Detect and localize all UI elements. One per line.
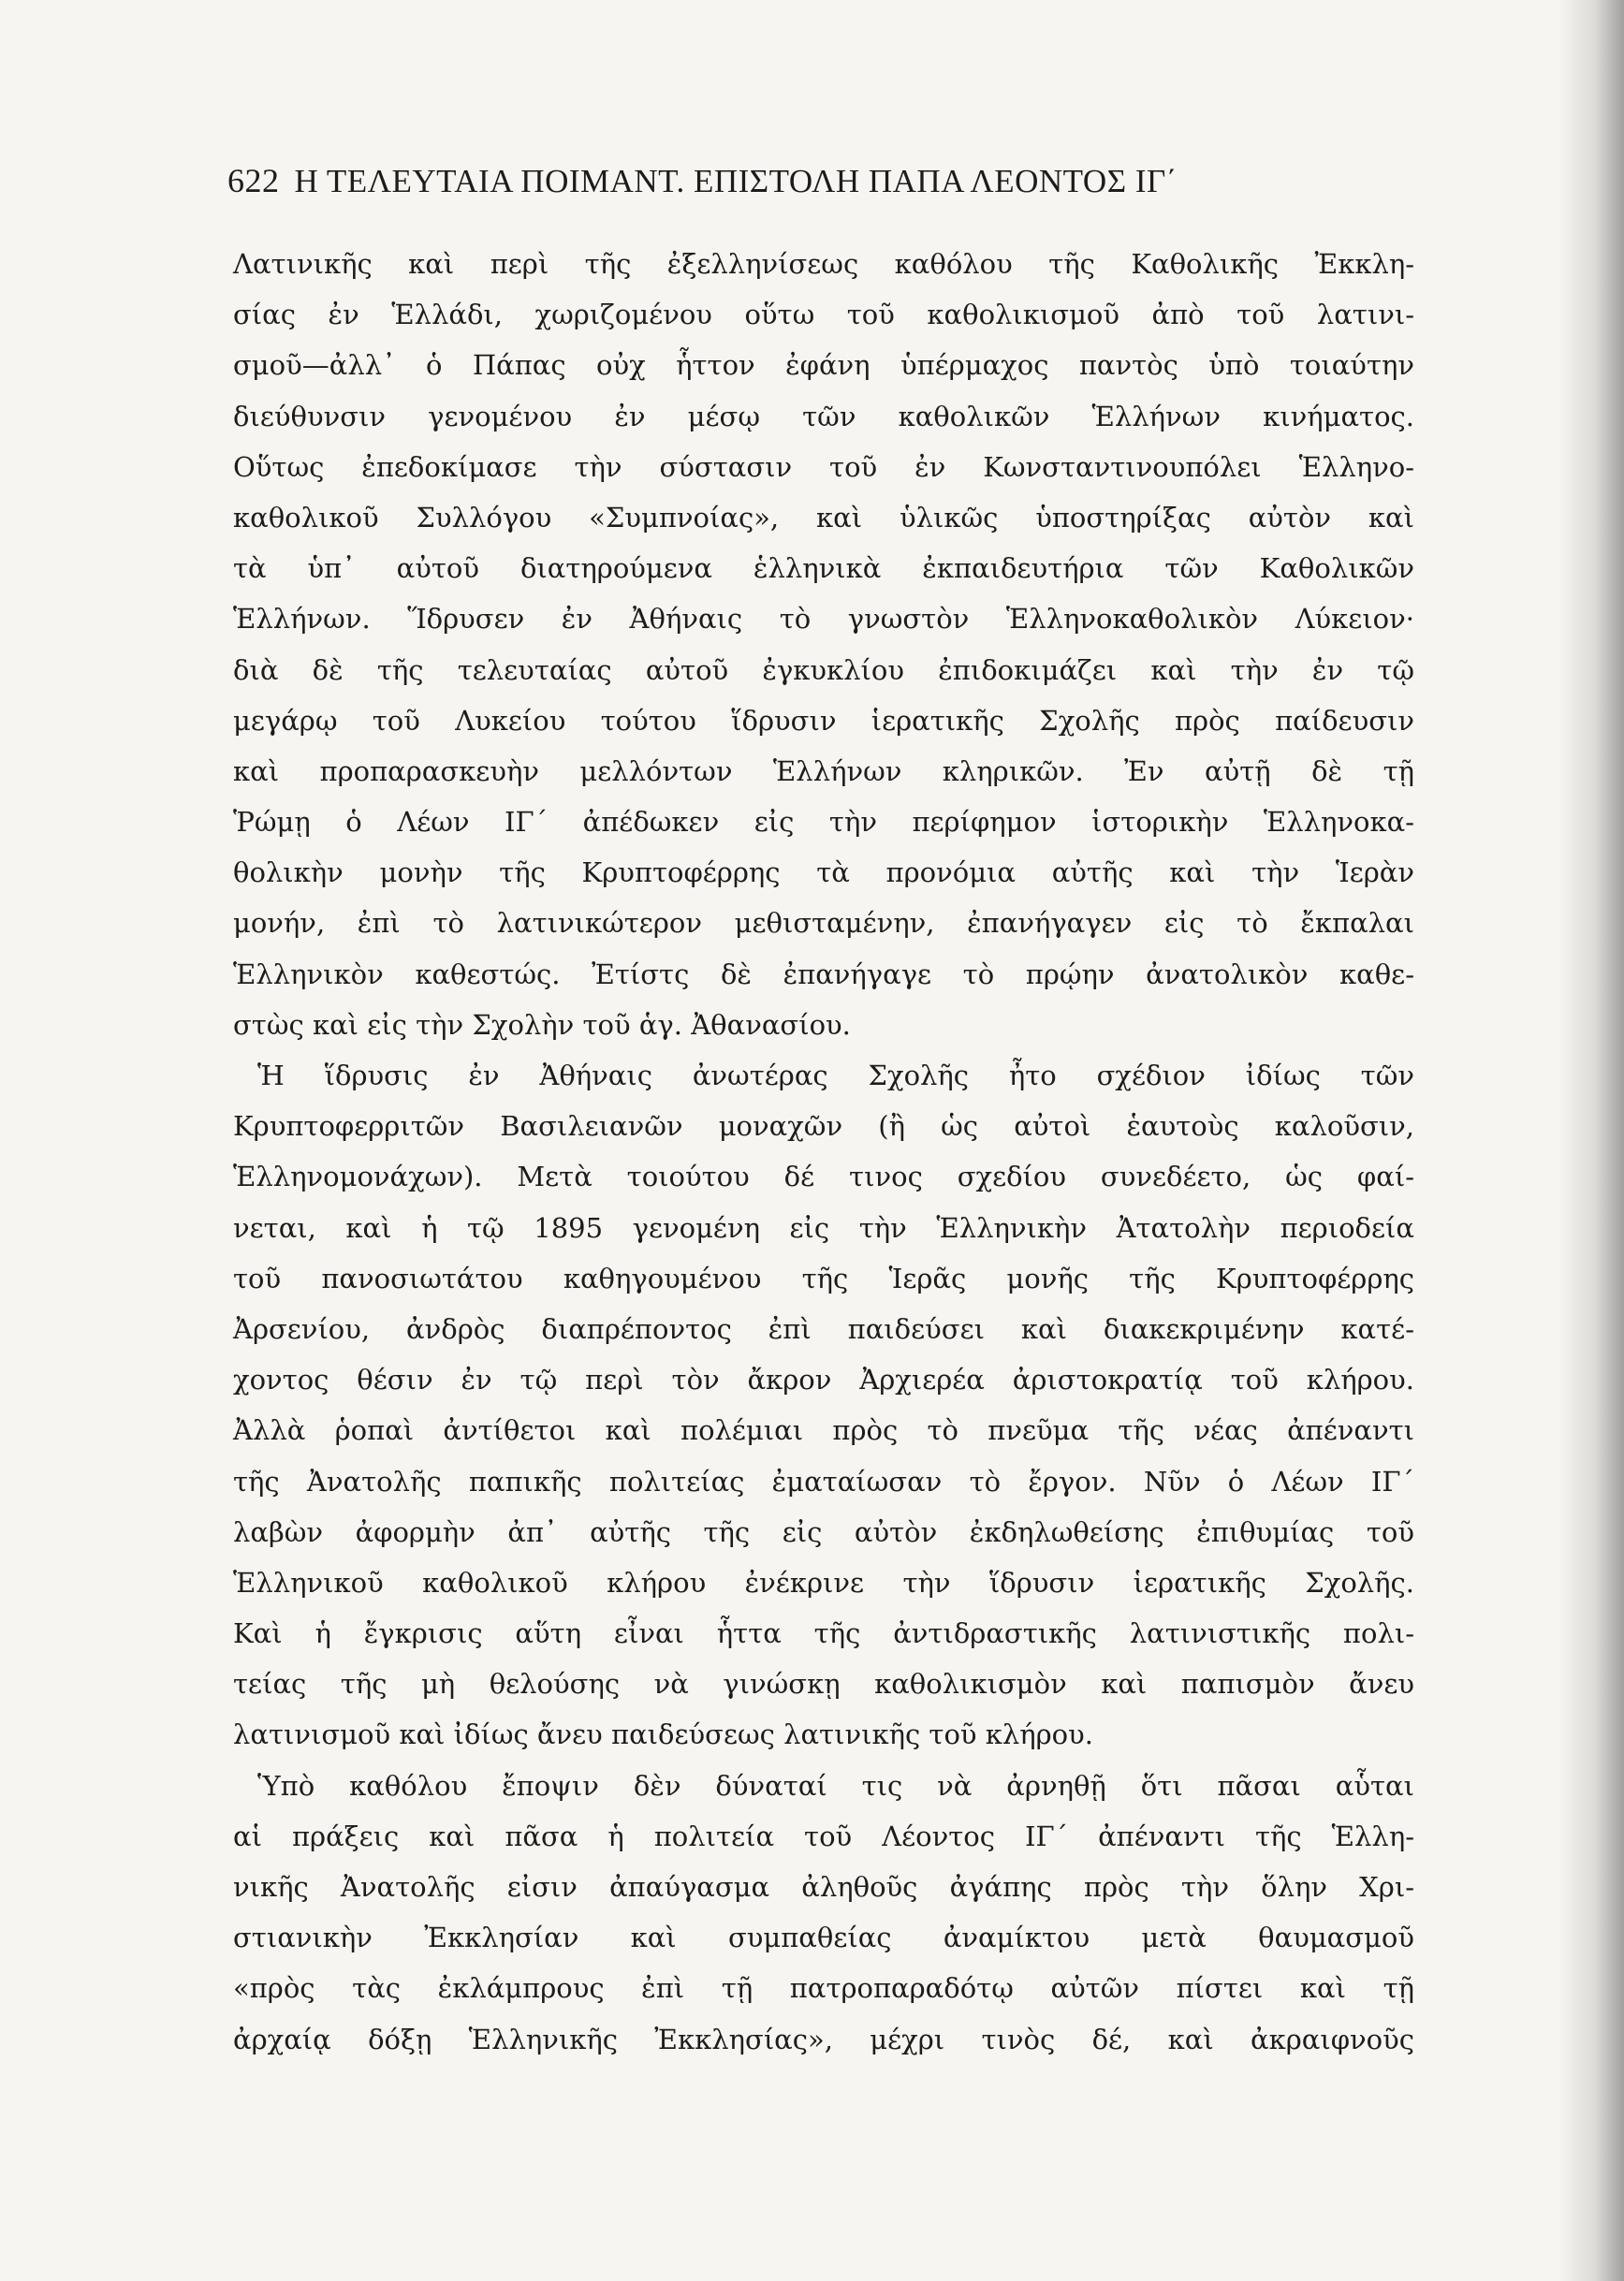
text-line: τὰ ὑπ᾽ αὐτοῦ διατηρούμενα ἑλληνικὰ ἐκπαιδευτήρια τῶν Καθολικῶν xyxy=(233,552,1414,585)
text-line: μονήν, ἐπὶ τὸ λατινικώτερον μεθισταμένην, ἐπανήγαγεν εἰς τὸ ἔκπαλαι xyxy=(233,907,1414,940)
text-line: Οὕτως ἐπεδοκίμασε τὴν σύστασιν τοῦ ἐν Κωνσταντινουπόλει Ἑλληνο- xyxy=(233,450,1414,483)
paragraph-start-line: Ἡ ἵδρυσις ἐν Ἀθήναις ἀνωτέρας Σχολῆς ἦτο σχέδιον ἰδίως τῶν xyxy=(257,1060,1414,1091)
text-line: σμοῦ—ἀλλ᾽ ὁ Πάπας οὐχ ἧττον ἐφάνη ὑπέρμαχος παντὸς ὑπὸ τοιαύτην xyxy=(233,349,1414,382)
text-line: «πρὸς τὰς ἐκλάμπρους ἐπὶ τῇ πατροπαραδότῳ αὐτῶν πίστει καὶ τῇ xyxy=(233,1972,1414,2005)
text-line: Λατινικῆς καὶ περὶ τῆς ἐξελληνίσεως καθόλου τῆς Καθολικῆς Ἐκκλη- xyxy=(233,248,1414,280)
text-line: τοῦ πανοσιωτάτου καθηγουμένου τῆς Ἱερᾶς μονῆς τῆς Κρυπτοφέρρης xyxy=(233,1262,1414,1294)
text-line: Ἑλληνικὸν καθεστώς. Ἐτίστς δὲ ἐπανήγαγε τὸ πρῴην ἀνατολικὸν καθε- xyxy=(233,958,1414,990)
text-line: νεται, καὶ ἡ τῷ 1895 γενομένη εἰς τὴν Ἑλληνικὴν Ἀτατολὴν περιοδεία xyxy=(233,1211,1414,1244)
text-line: λαβὼν ἀφορμὴν ἀπ᾽ αὐτῆς τῆς εἰς αὐτὸν ἐκδηλωθείσης ἐπιθυμίας τοῦ xyxy=(233,1515,1414,1548)
text-line: αἱ πράξεις καὶ πᾶσα ἡ πολιτεία τοῦ Λέοντος ΙΓ΄ ἀπέναντι τῆς Ἑλλη- xyxy=(233,1820,1414,1852)
binding-shadow xyxy=(1558,0,1624,2281)
text-line: Ῥώμῃ ὁ Λέων ΙΓ΄ ἀπέδωκεν εἰς τὴν περίφημον ἱστορικὴν Ἑλληνοκα- xyxy=(233,806,1414,839)
running-title: Η ΤΕΛΕΥΤΑΙΑ ΠΟΙΜΑΝΤ. ΕΠΙΣΤΟΛΗ ΠΑΠΑ ΛΕΟΝΤΟΣ ΙΓ΄ xyxy=(294,163,1178,199)
text-line: σίας ἐν Ἑλλάδι, χωριζομένου οὕτω τοῦ καθολικισμοῦ ἀπὸ τοῦ λατινι- xyxy=(233,299,1414,331)
text-line: Ἑλληνομονάχων). Μετὰ τοιούτου δέ τινος σχεδίου συνεδέετο, ὡς φαί- xyxy=(233,1161,1414,1193)
text-line: καθολικοῦ Συλλόγου «Συμπνοίας», καὶ ὑλικῶς ὑποστηρίξας αὐτὸν καὶ xyxy=(233,501,1414,534)
text-line: Κρυπτοφερριτῶν Βασιλειανῶν μοναχῶν (ἢ ὡς αὐτοὶ ἑαυτοὺς καλοῦσιν, xyxy=(233,1110,1414,1143)
text-line: τῆς Ἀνατολῆς παπικῆς πολιτείας ἐματαίωσαν τὸ ἔργον. Νῦν ὁ Λέων ΙΓ΄ xyxy=(233,1465,1414,1498)
text-line: στιανικὴν Ἐκκλησίαν καὶ συμπαθείας ἀναμίκτου μετὰ θαυμασμοῦ xyxy=(233,1922,1414,1954)
text-line: λατινισμοῦ καὶ ἰδίως ἄνευ παιδεύσεως λατινικῆς τοῦ κλήρου. xyxy=(233,1718,1093,1751)
page-number: 622 xyxy=(227,162,280,199)
text-line: Ἀλλὰ ῥοπαὶ ἀντίθετοι καὶ πολέμιαι πρὸς τὸ πνεῦμα τῆς νέας ἀπέναντι xyxy=(233,1414,1414,1447)
text-line: Ἑλληνικοῦ καθολικοῦ κλήρου ἐνέκρινε τὴν ἵδρυσιν ἱερατικῆς Σχολῆς. xyxy=(233,1566,1414,1599)
text-line: Ἑλλήνων. Ἵδρυσεν ἐν Ἀθήναις τὸ γνωστὸν Ἑλληνοκαθολικὸν Λύκειον· xyxy=(233,603,1414,636)
text-line: διὰ δὲ τῆς τελευταίας αὐτοῦ ἐγκυκλίου ἐπιδοκιμάζει καὶ τὴν ἐν τῷ xyxy=(233,653,1414,686)
text-line: νικῆς Ἀνατολῆς εἰσιν ἀπαύγασμα ἀληθοῦς ἀγάπης πρὸς τὴν ὅλην Χρι- xyxy=(233,1871,1414,1903)
text-line: καὶ προπαρασκευὴν μελλόντων Ἑλλήνων κληρικῶν. Ἐν αὐτῇ δὲ τῇ xyxy=(233,754,1414,787)
text-line: Καὶ ἡ ἔγκρισις αὕτη εἶναι ἧττα τῆς ἀντιδραστικῆς λατινιστικῆς πολι- xyxy=(233,1617,1414,1650)
text-line: στὼς καὶ εἰς τὴν Σχολὴν τοῦ ἁγ. Ἀθανασίου. xyxy=(233,1008,851,1041)
paragraph-start-line: Ὑπὸ καθόλου ἔποψιν δὲν δύναταί τις νὰ ἀρνηθῇ ὅτι πᾶσαι αὗται xyxy=(257,1769,1414,1802)
text-line: Ἀρσενίου, ἀνδρὸς διαπρέποντος ἐπὶ παιδεύσει καὶ διακεκριμένην κατέ- xyxy=(233,1312,1414,1345)
text-line: διεύθυνσιν γενομένου ἐν μέσῳ τῶν καθολικῶν Ἑλλήνων κινήματος. xyxy=(233,400,1414,432)
text-line: ἀρχαίᾳ δόξῃ Ἑλληνικῆς Ἐκκλησίας», μέχρι τινὸς δέ, καὶ ἀκραιφνοῦς xyxy=(233,2023,1414,2055)
text-line: τείας τῆς μὴ θελούσης νὰ γινώσκῃ καθολικισμὸν καὶ παπισμὸν ἄνευ xyxy=(233,1668,1414,1701)
text-line: χοντος θέσιν ἐν τῷ περὶ τὸν ἄκρον Ἀρχιερέα ἀριστοκρατίᾳ τοῦ κλήρου. xyxy=(233,1364,1414,1396)
text-line: μεγάρῳ τοῦ Λυκείου τούτου ἵδρυσιν ἱερατικῆς Σχολῆς πρὸς παίδευσιν xyxy=(233,704,1414,737)
text-line: θολικὴν μονὴν τῆς Κρυπτοφέρρης τὰ προνόμια αὐτῆς καὶ τὴν Ἱερὰν xyxy=(233,856,1414,889)
body-text xyxy=(233,239,1414,2065)
running-head xyxy=(227,157,1426,204)
